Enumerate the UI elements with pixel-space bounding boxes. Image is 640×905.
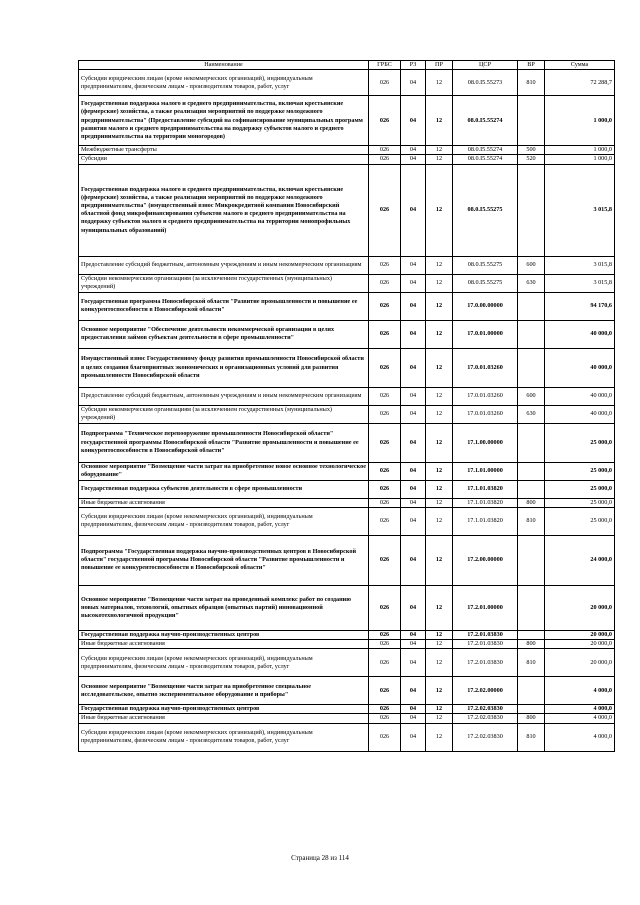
cell-rz: 04: [401, 535, 426, 585]
cell-vr: 630: [518, 274, 545, 292]
cell-sum: 3 015,8: [545, 164, 615, 256]
cell-rz: 04: [401, 640, 426, 649]
header-vr: ВР: [518, 61, 545, 70]
cell-vr: [518, 320, 545, 348]
cell-vr: 520: [518, 155, 545, 164]
cell-pr: 12: [426, 405, 453, 423]
cell-rz: 04: [401, 507, 426, 535]
cell-rz: 04: [401, 164, 426, 256]
cell-sum: 4 000,0: [545, 714, 615, 723]
cell-grbs: 026: [369, 387, 401, 405]
cell-vr: [518, 705, 545, 714]
cell-pr: 12: [426, 146, 453, 155]
cell-sum: 3 015,8: [545, 256, 615, 274]
cell-pr: 12: [426, 723, 453, 751]
table-row: [79, 155, 615, 164]
table-row: [79, 292, 615, 320]
table-row: [79, 705, 615, 714]
cell-pr: 12: [426, 387, 453, 405]
cell-name: Межбюджетные трансферты: [79, 146, 369, 155]
cell-vr: [518, 292, 545, 320]
cell-vr: 600: [518, 387, 545, 405]
cell-csr: 08.0.I5.55274: [453, 146, 518, 155]
cell-rz: 04: [401, 480, 426, 498]
cell-vr: 800: [518, 714, 545, 723]
cell-grbs: 026: [369, 723, 401, 751]
table-row: [79, 274, 615, 292]
cell-csr: 17.0.01.03260: [453, 405, 518, 423]
header-name: Наименование: [79, 61, 369, 70]
cell-sum: 94 170,6: [545, 292, 615, 320]
cell-rz: 04: [401, 705, 426, 714]
cell-grbs: 026: [369, 714, 401, 723]
table-row: [79, 677, 615, 705]
cell-vr: 600: [518, 256, 545, 274]
cell-name: Субсидии юридическим лицам (кроме некоммерческих организаций), индивидуальным предпринимателям, физическим лицам - производителям товаров, работ, услуг: [79, 649, 369, 677]
cell-rz: 04: [401, 423, 426, 462]
cell-vr: [518, 164, 545, 256]
cell-csr: 17.0.01.03260: [453, 348, 518, 387]
cell-rz: 04: [401, 70, 426, 96]
cell-sum: 20 000,0: [545, 640, 615, 649]
cell-sum: 20 000,0: [545, 585, 615, 630]
cell-grbs: 026: [369, 649, 401, 677]
cell-grbs: 026: [369, 705, 401, 714]
cell-sum: 25 000,0: [545, 507, 615, 535]
table-row: [79, 630, 615, 639]
cell-rz: 04: [401, 677, 426, 705]
cell-csr: 17.0.01.03260: [453, 387, 518, 405]
table-row: [79, 320, 615, 348]
cell-rz: 04: [401, 462, 426, 480]
cell-csr: 17.2.01.03830: [453, 640, 518, 649]
cell-name: Основное мероприятие "Возмещение части затрат на проведенный комплекс работ по созданию новых материалов, технологий, опытных образцов (опытных партий) инновационной высокотехнологичной продукции": [79, 585, 369, 630]
table-row: [79, 96, 615, 146]
cell-pr: 12: [426, 320, 453, 348]
header-pr: ПР: [426, 61, 453, 70]
cell-grbs: 026: [369, 585, 401, 630]
cell-grbs: 026: [369, 498, 401, 507]
cell-csr: 17.1.01.03820: [453, 507, 518, 535]
cell-rz: 04: [401, 320, 426, 348]
cell-sum: 24 000,0: [545, 535, 615, 585]
cell-pr: 12: [426, 164, 453, 256]
cell-vr: [518, 480, 545, 498]
cell-vr: 800: [518, 498, 545, 507]
cell-name: Предоставление субсидий бюджетным, автономным учреждениям и иным некоммерческим организациям: [79, 387, 369, 405]
cell-grbs: 026: [369, 348, 401, 387]
cell-vr: 810: [518, 649, 545, 677]
cell-pr: 12: [426, 535, 453, 585]
cell-sum: 40 000,0: [545, 405, 615, 423]
cell-grbs: 026: [369, 256, 401, 274]
cell-pr: 12: [426, 649, 453, 677]
cell-pr: 12: [426, 274, 453, 292]
header-grbs: ГРБС: [369, 61, 401, 70]
cell-pr: 12: [426, 462, 453, 480]
cell-grbs: 026: [369, 640, 401, 649]
cell-grbs: 026: [369, 96, 401, 146]
cell-name: Основное мероприятие "Возмещение части затрат на приобретенное специальное исследовательское, опытно экспериментальное оборудование и приборы": [79, 677, 369, 705]
cell-name: Государственная поддержка научно-производственных центров: [79, 705, 369, 714]
cell-grbs: 026: [369, 480, 401, 498]
cell-rz: 04: [401, 274, 426, 292]
cell-grbs: 026: [369, 535, 401, 585]
cell-vr: [518, 677, 545, 705]
cell-csr: 08.0.I5.55275: [453, 256, 518, 274]
cell-grbs: 026: [369, 164, 401, 256]
table-row: [79, 423, 615, 462]
cell-grbs: 026: [369, 292, 401, 320]
cell-vr: [518, 630, 545, 639]
cell-grbs: 026: [369, 320, 401, 348]
cell-sum: 4 000,0: [545, 723, 615, 751]
cell-sum: 20 000,0: [545, 630, 615, 639]
cell-csr: 17.2.02.00000: [453, 677, 518, 705]
cell-csr: 08.0.I5.55274: [453, 96, 518, 146]
cell-grbs: 026: [369, 423, 401, 462]
cell-grbs: 026: [369, 274, 401, 292]
cell-rz: 04: [401, 146, 426, 155]
table-body: [79, 70, 615, 751]
cell-pr: 12: [426, 96, 453, 146]
cell-pr: 12: [426, 423, 453, 462]
cell-name: Государственная поддержка малого и среднего предпринимательства, включая крестьянские (фермерские) хозяйства, а также реализация мероприятий по поддержке молодежного предпринимательства" (имущественный взнос Микрокредитной компании Новосибирский областной фонд микрофинансирования субъектов малого и среднего предпринимательства на поддержку субъектов малого и среднего предпринимательства на территории монопрофильных муниципальных образований): [79, 164, 369, 256]
cell-grbs: 026: [369, 70, 401, 96]
table-row: [79, 164, 615, 256]
cell-csr: 17.2.02.03830: [453, 714, 518, 723]
cell-vr: [518, 96, 545, 146]
cell-rz: 04: [401, 723, 426, 751]
cell-csr: 17.2.02.03830: [453, 705, 518, 714]
cell-csr: 08.0.I5.55273: [453, 70, 518, 96]
cell-csr: 17.1.01.03820: [453, 498, 518, 507]
cell-sum: 40 000,0: [545, 320, 615, 348]
cell-grbs: 026: [369, 507, 401, 535]
table-row: [79, 462, 615, 480]
table-row: [79, 640, 615, 649]
cell-sum: 25 000,0: [545, 480, 615, 498]
cell-rz: 04: [401, 155, 426, 164]
table-row: [79, 723, 615, 751]
cell-vr: 630: [518, 405, 545, 423]
cell-pr: 12: [426, 585, 453, 630]
cell-pr: 12: [426, 705, 453, 714]
cell-name: Субсидии юридическим лицам (кроме некоммерческих организаций), индивидуальным предпринимателям, физическим лицам - производителям товаров, работ, услуг: [79, 507, 369, 535]
cell-sum: 4 000,0: [545, 677, 615, 705]
cell-csr: 08.0.I5.55275: [453, 274, 518, 292]
cell-rz: 04: [401, 96, 426, 146]
cell-sum: 1 000,0: [545, 155, 615, 164]
cell-csr: 17.2.01.00000: [453, 585, 518, 630]
cell-csr: 17.2.02.03830: [453, 723, 518, 751]
cell-grbs: 026: [369, 155, 401, 164]
cell-csr: 08.0.I5.55275: [453, 164, 518, 256]
cell-name: Государственная поддержка научно-производственных центров: [79, 630, 369, 639]
cell-pr: 12: [426, 498, 453, 507]
cell-rz: 04: [401, 585, 426, 630]
table-row: [79, 405, 615, 423]
cell-sum: 20 000,0: [545, 649, 615, 677]
cell-rz: 04: [401, 348, 426, 387]
cell-grbs: 026: [369, 677, 401, 705]
cell-vr: 500: [518, 146, 545, 155]
cell-pr: 12: [426, 480, 453, 498]
cell-vr: [518, 348, 545, 387]
cell-vr: [518, 535, 545, 585]
table-row: [79, 535, 615, 585]
cell-vr: [518, 585, 545, 630]
cell-grbs: 026: [369, 630, 401, 639]
table-row: [79, 498, 615, 507]
table-row: [79, 507, 615, 535]
cell-rz: 04: [401, 630, 426, 639]
cell-name: Имущественный взнос Государственному фонду развития промышленности Новосибирской области в целях создания благоприятных экономических и организационных условий для развития промышленности Новосибирской области: [79, 348, 369, 387]
cell-name: Субсидии юридическим лицам (кроме некоммерческих организаций), индивидуальным предпринимателям, физическим лицам - производителям товаров, работ, услуг: [79, 70, 369, 96]
cell-name: Субсидии юридическим лицам (кроме некоммерческих организаций), индивидуальным предпринимателям, физическим лицам - производителям товаров, работ, услуг: [79, 723, 369, 751]
cell-vr: 800: [518, 640, 545, 649]
cell-csr: 17.0.00.00000: [453, 292, 518, 320]
page-number: Страница 28 из 114: [291, 854, 349, 862]
cell-rz: 04: [401, 714, 426, 723]
cell-name: Государственная программа Новосибирской области "Развитие промышленности и повышение ее конкурентоспособности в Новосибирской области": [79, 292, 369, 320]
cell-name: Иные бюджетные ассигнования: [79, 640, 369, 649]
table-header-row: [79, 61, 615, 70]
budget-table: [78, 60, 615, 752]
cell-csr: 08.0.I5.55274: [453, 155, 518, 164]
cell-pr: 12: [426, 630, 453, 639]
cell-rz: 04: [401, 387, 426, 405]
cell-csr: 17.2.01.03830: [453, 630, 518, 639]
cell-csr: 17.2.00.00000: [453, 535, 518, 585]
header-csr: ЦСР: [453, 61, 518, 70]
cell-csr: 17.0.01.00000: [453, 320, 518, 348]
cell-vr: 810: [518, 70, 545, 96]
table-row: [79, 585, 615, 630]
table-row: [79, 348, 615, 387]
cell-name: Иные бюджетные ассигнования: [79, 714, 369, 723]
cell-name: Субсидии некоммерческим организациям (за исключением государственных (муниципальных) учреждений): [79, 274, 369, 292]
cell-sum: 1 000,0: [545, 146, 615, 155]
cell-rz: 04: [401, 292, 426, 320]
table-row: [79, 649, 615, 677]
cell-sum: 40 000,0: [545, 387, 615, 405]
cell-name: Субсидии некоммерческим организациям (за исключением государственных (муниципальных) учреждений): [79, 405, 369, 423]
cell-csr: 17.2.01.03830: [453, 649, 518, 677]
table-row: [79, 256, 615, 274]
cell-sum: 1 000,0: [545, 96, 615, 146]
cell-vr: 810: [518, 723, 545, 751]
cell-pr: 12: [426, 348, 453, 387]
cell-vr: 810: [518, 507, 545, 535]
table-row: [79, 146, 615, 155]
cell-name: Предоставление субсидий бюджетным, автономным учреждениям и иным некоммерческим организациям: [79, 256, 369, 274]
table-row: [79, 387, 615, 405]
cell-pr: 12: [426, 507, 453, 535]
table-row: [79, 480, 615, 498]
cell-csr: 17.1.00.00000: [453, 423, 518, 462]
cell-pr: 12: [426, 155, 453, 164]
cell-name: Основное мероприятие "Обеспечение деятельности некоммерческой организации в целях предоставления займов субъектам деятельности в сфере промышленности": [79, 320, 369, 348]
header-sum: Сумма: [545, 61, 615, 70]
cell-csr: 17.1.01.03820: [453, 480, 518, 498]
cell-grbs: 026: [369, 462, 401, 480]
cell-pr: 12: [426, 256, 453, 274]
cell-sum: 3 015,8: [545, 274, 615, 292]
header-rz: РЗ: [401, 61, 426, 70]
cell-name: Иные бюджетные ассигнования: [79, 498, 369, 507]
cell-rz: 04: [401, 256, 426, 274]
cell-vr: [518, 423, 545, 462]
cell-name: Подпрограмма "Техническое перевооружение промышленности Новосибирской области" государственной программы Новосибирской области "Развитие промышленности и повышение ее конкурентоспособности в Новосибирской области": [79, 423, 369, 462]
cell-grbs: 026: [369, 146, 401, 155]
cell-sum: 4 000,0: [545, 705, 615, 714]
cell-pr: 12: [426, 292, 453, 320]
cell-csr: 17.1.01.00000: [453, 462, 518, 480]
cell-pr: 12: [426, 714, 453, 723]
cell-sum: 25 000,0: [545, 462, 615, 480]
cell-pr: 12: [426, 677, 453, 705]
cell-name: Субсидии: [79, 155, 369, 164]
cell-sum: 40 000,0: [545, 348, 615, 387]
cell-rz: 04: [401, 649, 426, 677]
cell-pr: 12: [426, 640, 453, 649]
cell-sum: 72 288,7: [545, 70, 615, 96]
cell-rz: 04: [401, 405, 426, 423]
table-row: [79, 70, 615, 96]
cell-grbs: 026: [369, 405, 401, 423]
table-row: [79, 714, 615, 723]
cell-vr: [518, 462, 545, 480]
cell-name: Подпрограмма "Государственная поддержка научно-производственных центров в Новосибирской области" государственной программы Новосибирской области "Развитие промышленности и повышение ее конкурентоспособности в Новосибирской области": [79, 535, 369, 585]
cell-pr: 12: [426, 70, 453, 96]
cell-sum: 25 000,0: [545, 498, 615, 507]
cell-rz: 04: [401, 498, 426, 507]
cell-sum: 25 000,0: [545, 423, 615, 462]
cell-name: Государственная поддержка малого и среднего предпринимательства, включая крестьянские (фермерские) хозяйства, а также реализация мероприятий по поддержке молодежного предпринимательства" (Предоставление субсидий на софинансирование муниципальных программ развития малого и среднего предпринимательства на поддержку субъектов малого и среднего предпринимательства на территории моногородов): [79, 96, 369, 146]
cell-name: Основное мероприятие "Возмещение части затрат на приобретенное новое основное технологическое оборудование": [79, 462, 369, 480]
cell-name: Государственная поддержка субъектов деятельности в сфере промышленности: [79, 480, 369, 498]
